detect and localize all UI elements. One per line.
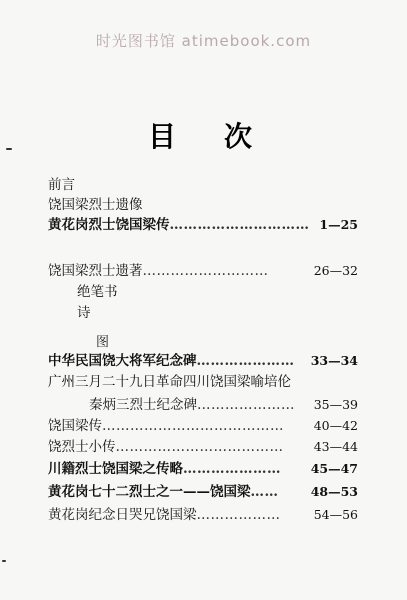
toc-entry-guangzhou-line1 [48,373,291,391]
toc-entry-memorial-day [48,506,358,524]
toc-entry-preface [48,176,75,194]
toc-leader-dots: ……………………………… [115,439,284,455]
toc-entry-text: 饶烈士小传 [48,439,116,455]
toc-entry-portrait [48,196,143,214]
toc-entry-text: 前言 [48,177,75,193]
toc-page-number: 40—42 [313,418,358,433]
toc-entry-text: 饶国梁烈士遗像 [48,197,143,213]
page-title: 目次 [148,120,301,153]
toc-entry-text: 秦炳三烈士纪念碑 [89,397,197,413]
scan-speck [6,148,12,150]
toc-leader-dots: ……………………… [142,263,269,279]
toc-page-number: 1—25 [319,217,358,232]
toc-leader-dots: ………………… [183,461,281,477]
toc-entry-text: 诗 [77,305,91,321]
stamp-mark: 图 [96,335,110,350]
watermark: 时光图书馆 atimebook.com [95,32,312,50]
toc-entry-text: 广州三月二十九日革命四川饶国梁喻培伦 [48,374,291,390]
toc-entry-seventy-two [48,483,358,501]
toc-page-number: 48—53 [310,484,358,499]
toc-page-number: 54—56 [313,507,358,522]
toc-entry-text: 饶国梁烈士遗著 [48,263,143,279]
toc-page-number: 45—47 [310,461,358,476]
toc-entry-text: 绝笔书 [77,284,118,300]
toc-entry-short-biography [48,438,358,456]
toc-entry-monument [48,352,358,370]
toc-entry-sichuan-martyr [48,460,358,478]
toc-page-number: 26—32 [313,263,358,278]
scan-speck [2,560,6,562]
toc-page-number: 33—34 [310,353,358,368]
toc-entry-rao-biography [48,417,358,435]
toc-leader-dots: ………………… [197,397,295,413]
toc-entry-text: 黄花岗纪念日哭兄饶国梁 [48,507,197,523]
toc-entry-text: 饶国梁传 [48,418,102,434]
toc-entry-guangzhou-line2 [89,396,358,414]
toc-entry-text: 黄花岗烈士饶国梁传 [48,217,170,233]
toc-page-number: 35—39 [313,397,358,412]
toc-entry-text: 黄花岗七十二烈士之一——饶国梁 [48,484,251,500]
toc-entry-last-letter [77,283,118,301]
toc-entry-poem [77,304,91,322]
toc-leader-dots: ………………… [196,353,295,369]
toc-leader-dots: …… [250,484,279,500]
toc-entry-text: 川籍烈士饶国梁之传略 [48,461,183,477]
toc-leader-dots: ……………… [196,507,281,523]
toc-leader-dots: ………………………………… [102,418,284,434]
toc-leader-dots: ………………………… [169,217,310,233]
toc-entry-text: 中华民国饶大将军纪念碑 [48,353,197,369]
toc-entry-biography [48,216,358,234]
toc-page-number: 43—44 [313,439,358,454]
toc-entry-writings [48,262,358,280]
